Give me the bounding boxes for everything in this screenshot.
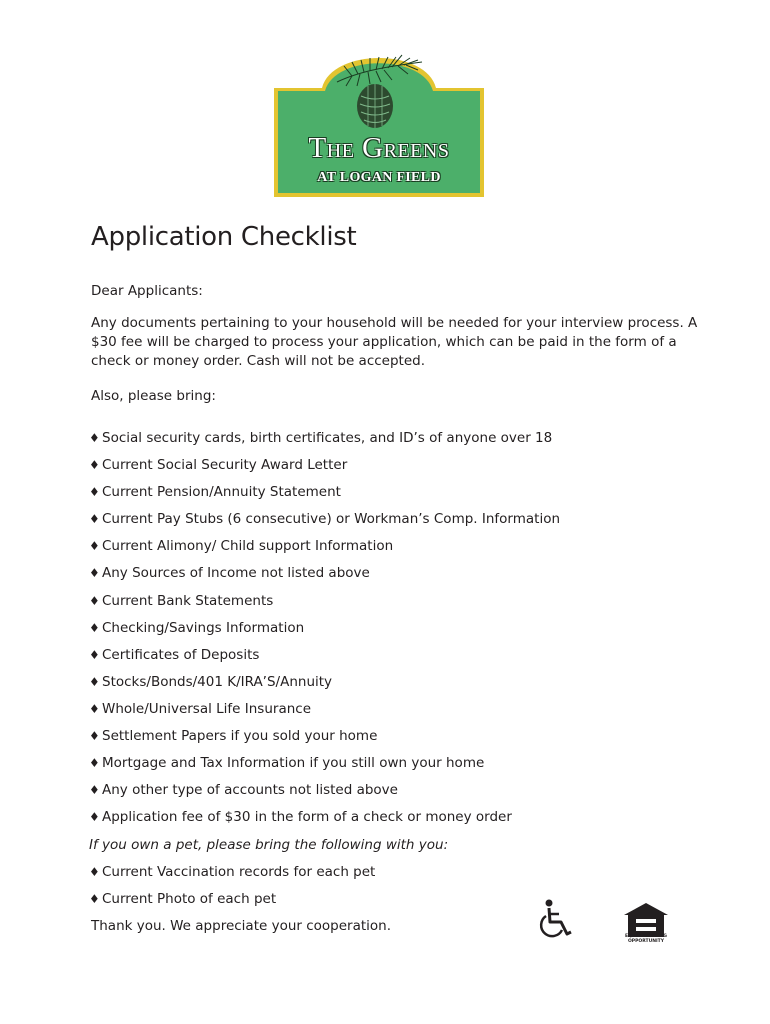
page-title: Application Checklist xyxy=(91,222,357,252)
logo-subtitle: AT LOGAN FIELD xyxy=(317,170,441,185)
diamond-bullet-icon: ♦ xyxy=(89,593,100,608)
diamond-bullet-icon: ♦ xyxy=(89,729,100,744)
diamond-bullet-icon: ♦ xyxy=(89,701,100,716)
diamond-bullet-icon: ♦ xyxy=(89,810,100,825)
list-item: ♦ Current Vaccination records for each pet xyxy=(89,864,376,880)
diamond-bullet-icon: ♦ xyxy=(89,539,100,554)
wheelchair-accessible-icon xyxy=(537,898,577,942)
list-item: ♦ Current Pension/Annuity Statement xyxy=(89,484,341,501)
diamond-bullet-icon: ♦ xyxy=(89,892,100,907)
list-item: ♦ Any Sources of Income not listed above xyxy=(89,565,370,582)
greeting: Dear Applicants: xyxy=(91,283,203,299)
logo-title: The Greens xyxy=(308,132,450,164)
list-item: ♦ Certificates of Deposits xyxy=(89,646,260,663)
thanks-line: Thank you. We appreciate your cooperation. xyxy=(91,918,392,934)
list-item: ♦ Any other type of accounts not listed above xyxy=(89,782,398,799)
pet-checklist xyxy=(89,863,375,917)
diamond-bullet-icon: ♦ xyxy=(89,647,100,662)
diamond-bullet-icon: ♦ xyxy=(89,674,100,689)
pet-note: If you own a pet, please bring the following with you: xyxy=(89,837,449,853)
list-item: ♦ Current Bank Statements xyxy=(89,592,274,609)
diamond-bullet-icon: ♦ xyxy=(89,512,100,527)
list-item: ♦ Application fee of $30 in the form of a check or money order xyxy=(89,809,512,826)
list-item: ♦ Social security cards, birth certificates, and ID’s of anyone over 18 xyxy=(89,430,553,446)
list-item: ♦ Current Social Security Award Letter xyxy=(89,457,348,474)
also-bring-label: Also, please bring: xyxy=(91,388,216,404)
eho-caption: EQUAL HOUSING OPPORTUNITY xyxy=(625,934,667,944)
diamond-bullet-icon: ♦ xyxy=(89,756,100,771)
list-item: ♦ Stocks/Bonds/401 K/IRA’S/Annuity xyxy=(89,673,333,690)
list-item: ♦ Whole/Universal Life Insurance xyxy=(89,700,312,717)
diamond-bullet-icon: ♦ xyxy=(89,620,100,635)
diamond-bullet-icon: ♦ xyxy=(89,431,100,445)
diamond-bullet-icon: ♦ xyxy=(89,458,100,473)
list-item: ♦ Current Alimony/ Child support Information xyxy=(89,538,394,555)
diamond-bullet-icon: ♦ xyxy=(89,485,100,500)
the-greens-logo xyxy=(272,40,486,198)
diamond-bullet-icon: ♦ xyxy=(89,566,100,581)
diamond-bullet-icon: ♦ xyxy=(89,783,100,798)
checklist xyxy=(89,429,560,835)
list-item: ♦ Current Photo of each pet xyxy=(89,891,277,908)
diamond-bullet-icon: ♦ xyxy=(89,865,100,879)
list-item: ♦ Settlement Papers if you sold your home xyxy=(89,728,378,745)
intro-paragraph: Any documents pertaining to your household will be needed for your interview process. A $30 fee will be charged to process your application, which can be paid in the form of a check or money order. Cash will not be accepted. xyxy=(91,315,698,369)
pine-cone-icon xyxy=(357,84,393,128)
list-item: ♦ Current Pay Stubs (6 consecutive) or Workman’s Comp. Information xyxy=(89,511,561,528)
list-item: ♦ Checking/Savings Information xyxy=(89,619,305,636)
list-item: ♦ Mortgage and Tax Information if you still own your home xyxy=(89,755,485,772)
